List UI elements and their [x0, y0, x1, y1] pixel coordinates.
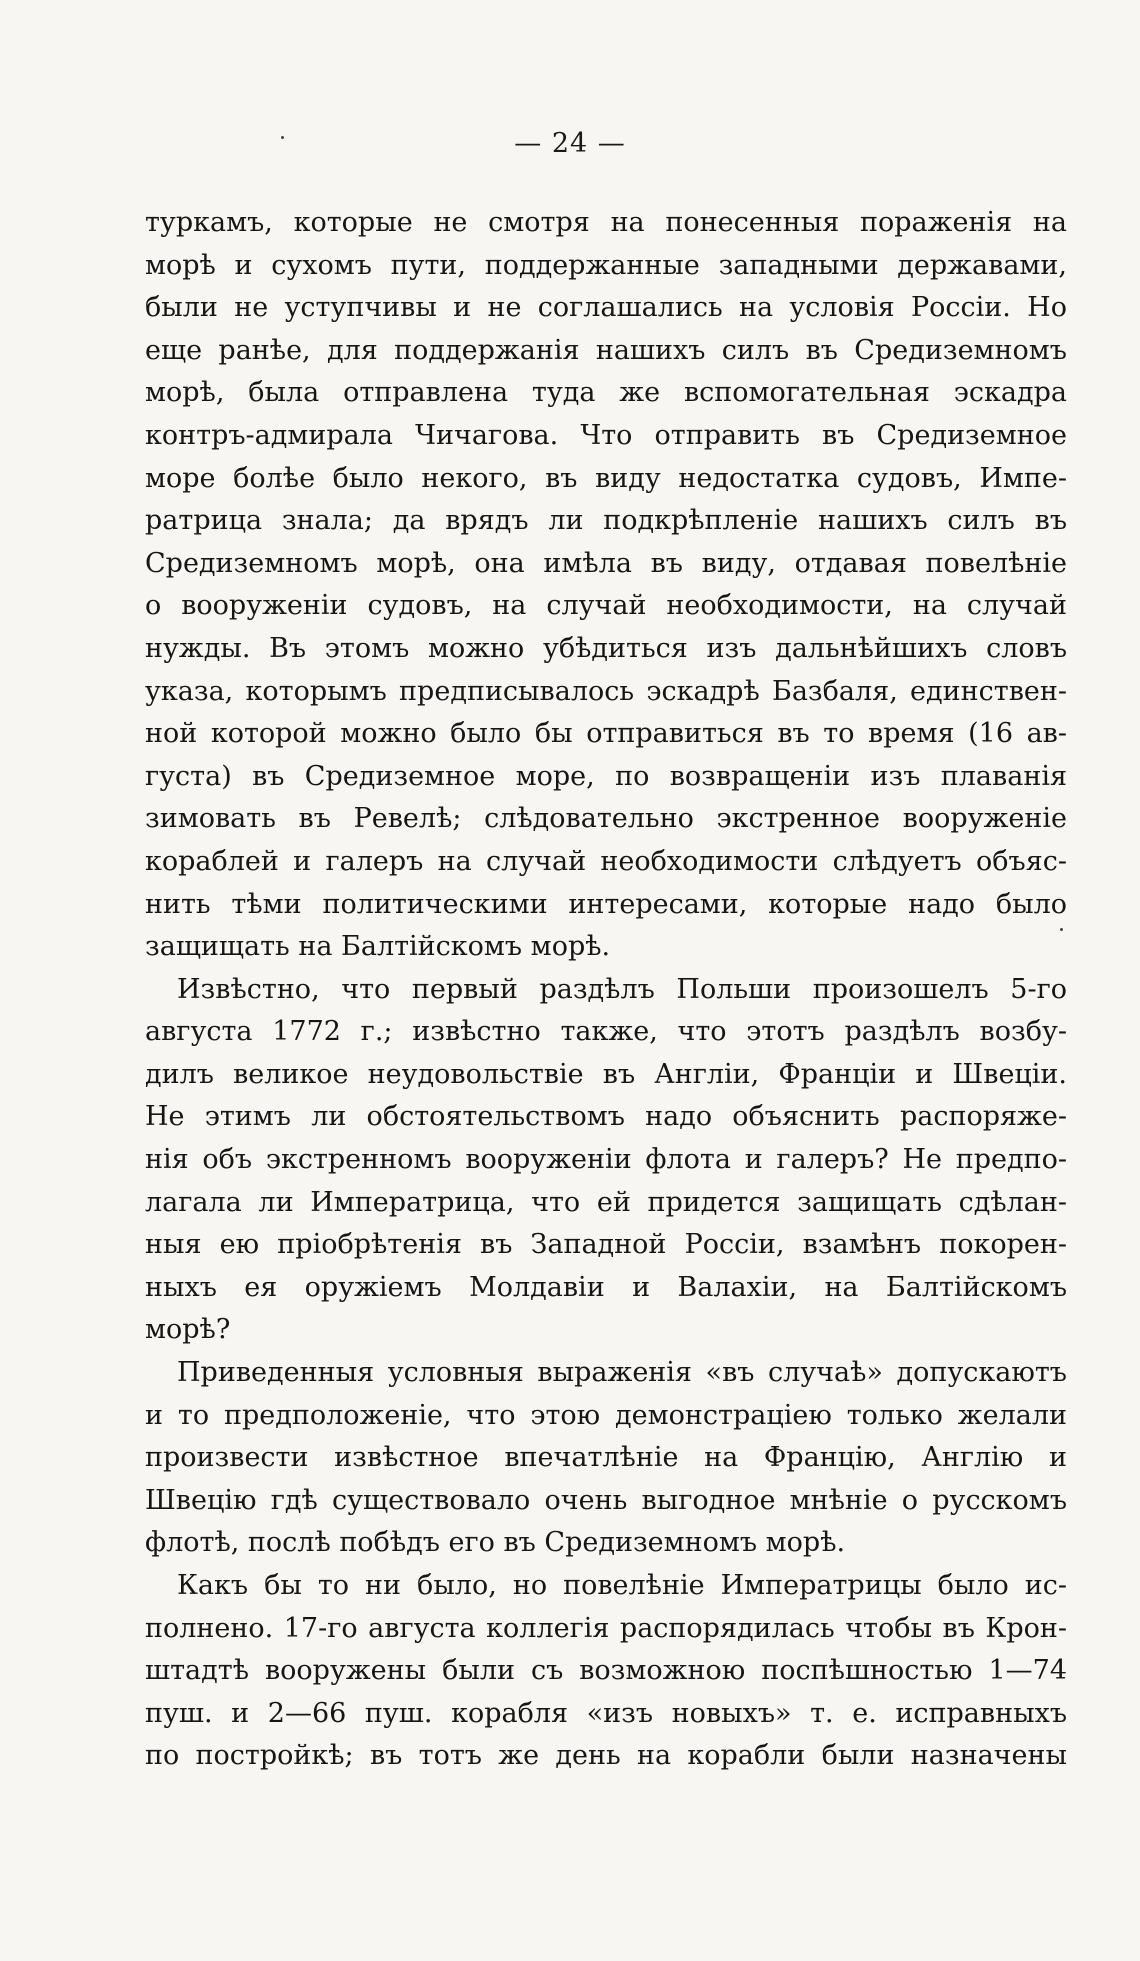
text-line: штадтѣ вооружены были съ возможною поспѣшностью 1—74 [145, 1655, 1067, 1687]
text-line: Не этимъ ли обстоятельствомъ надо объяснить распоряже- [145, 1101, 1067, 1133]
text-line: морѣ? [145, 1314, 231, 1346]
text-line: туркамъ, которые не смотря на понесенныя пораженія на [145, 207, 1067, 238]
body-text [145, 202, 1067, 1778]
text-line: зимовать въ Ревелѣ; слѣдовательно экстренное вооруженіе [145, 803, 1067, 835]
text-line: были не уступчивы и не соглашались на условія Россіи. Но [145, 292, 1067, 324]
text-line: ныя ею пріобрѣтенія въ Западной Россіи, взамѣнъ покорен- [145, 1229, 1067, 1261]
text-line: по постройкѣ; въ тотъ же день на корабли были назначены [145, 1740, 1067, 1772]
text-line: контръ-адмирала Чичагова. Что отправить въ Средиземное [145, 419, 1067, 451]
text-line: морѣ и сухомъ пути, поддержанные западными державами, [145, 249, 1067, 281]
text-line: нить тѣми политическими интересами, которые надо было [145, 888, 1067, 920]
text-line: произвести извѣстное впечатлѣніе на Францію, Англію и [145, 1442, 1067, 1474]
text-line: Приведенныя условныя выраженія «въ случаѣ» допускаютъ [177, 1357, 1067, 1389]
text-line: нужды. Въ этомъ можно убѣдиться изъ дальнѣйшихъ словъ [145, 632, 1067, 664]
text-line: кораблей и галеръ на случай необходимости слѣдуетъ объяс- [145, 845, 1067, 877]
text-line: и то предположеніе, что этою демонстраціею только желали [145, 1399, 1067, 1431]
text-line: Извѣстно, что первый раздѣлъ Польши произошелъ 5-го [177, 973, 1067, 1005]
text-line: защищать на Балтійскомъ морѣ. [145, 931, 611, 963]
text-line: еще ранѣе, для поддержанія нашихъ силъ въ Средиземномъ [145, 334, 1067, 366]
text-line: пуш. и 2—66 пуш. корабля «изъ новыхъ» т. е. исправныхъ [145, 1697, 1067, 1729]
text-line: ратрица знала; да врядъ ли подкрѣпленіе нашихъ силъ въ [145, 505, 1067, 537]
text-line: Какъ бы то ни было, но повелѣніе Императрицы было ис- [177, 1570, 1067, 1601]
text-line: густа) въ Средиземное море, по возвращеніи изъ плаванія [145, 760, 1067, 792]
text-line: о вооруженіи судовъ, на случай необходимости, на случай [145, 590, 1067, 622]
text-line: ныхъ ея оружіемъ Молдавіи и Валахіи, на Балтійскомъ [145, 1271, 1067, 1303]
text-line: лагала ли Императрица, что ей придется защищать сдѣлан- [145, 1186, 1067, 1218]
text-line: августа 1772 г.; извѣстно также, что этотъ раздѣлъ возбу- [145, 1016, 1067, 1048]
text-line: полнено. 17-го августа коллегія распорядилась чтобы въ Крон- [145, 1612, 1067, 1644]
text-line: нія объ экстренномъ вооруженіи флота и галеръ? Не предпо- [145, 1144, 1067, 1176]
text-line: Средиземномъ морѣ, она имѣла въ виду, отдавая повелѣніе [145, 547, 1067, 579]
text-line: море болѣе было некого, въ виду недостатка судовъ, Импе- [145, 462, 1067, 494]
text-line: Швецію гдѣ существовало очень выгодное мнѣніе о русскомъ [145, 1484, 1067, 1516]
text-line: флотѣ, послѣ побѣдъ его въ Средиземномъ морѣ. [145, 1527, 846, 1559]
text-line: ной которой можно было бы отправиться въ то время (16 ав- [145, 718, 1067, 750]
print-speck [281, 136, 284, 139]
text-line: указа, которымъ предписывалось эскадрѣ Базбаля, единствен- [145, 675, 1067, 707]
text-line: морѣ, была отправлена туда же вспомогательная эскадра [145, 377, 1067, 409]
page-number: — 24 — [514, 128, 626, 159]
text-line: дилъ великое неудовольствіе въ Англіи, Франціи и Швеціи. [145, 1058, 1067, 1090]
